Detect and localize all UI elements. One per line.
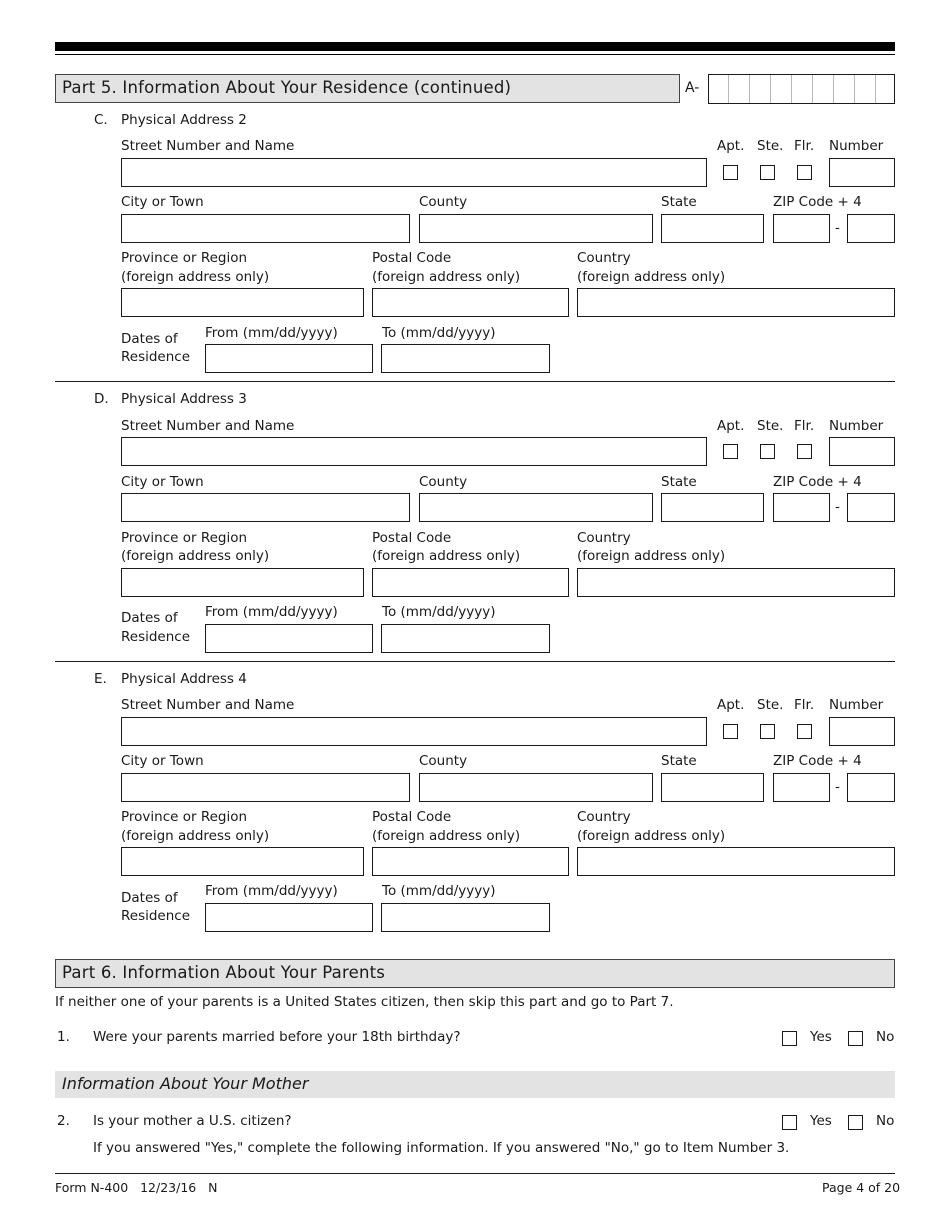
section-divider bbox=[55, 381, 895, 382]
q1-yes-label: Yes bbox=[810, 1029, 832, 1045]
city-input[interactable] bbox=[121, 214, 410, 243]
from-label: From (mm/dd/yyyy) bbox=[205, 883, 338, 899]
street-label: Street Number and Name bbox=[121, 138, 295, 154]
number-label: Number bbox=[829, 418, 884, 434]
unit-number-input[interactable] bbox=[829, 717, 895, 746]
question-2-number: 2. bbox=[57, 1113, 70, 1129]
country-sublabel: (foreign address only) bbox=[577, 548, 726, 564]
a-number-cell bbox=[751, 75, 771, 103]
province-sublabel: (foreign address only) bbox=[121, 828, 270, 844]
ste-label: Ste. bbox=[757, 697, 784, 713]
a-number-cell bbox=[709, 75, 729, 103]
country-input[interactable] bbox=[577, 568, 895, 597]
city-label: City or Town bbox=[121, 753, 204, 769]
apt-label: Apt. bbox=[717, 138, 745, 154]
zip-label: ZIP Code + 4 bbox=[773, 474, 862, 490]
dates-sublabel: Residence bbox=[121, 629, 191, 645]
street-label: Street Number and Name bbox=[121, 418, 295, 434]
from-label: From (mm/dd/yyyy) bbox=[205, 325, 338, 341]
zip4-input[interactable] bbox=[847, 773, 895, 802]
dates-sublabel: Residence bbox=[121, 908, 191, 924]
flr-label: Flr. bbox=[794, 697, 815, 713]
to-label: To (mm/dd/yyyy) bbox=[382, 325, 496, 341]
zip-label: ZIP Code + 4 bbox=[773, 753, 862, 769]
province-label: Province or Region bbox=[121, 530, 248, 546]
part5-header: Part 5. Information About Your Residence (continued) bbox=[55, 74, 680, 103]
top-bar bbox=[55, 42, 895, 51]
street-input[interactable] bbox=[121, 437, 707, 466]
a-number-cell bbox=[772, 75, 792, 103]
postal-code-input[interactable] bbox=[372, 288, 569, 317]
flr-checkbox[interactable] bbox=[797, 724, 812, 739]
a-number-cell bbox=[793, 75, 813, 103]
from-label: From (mm/dd/yyyy) bbox=[205, 604, 338, 620]
a-number-cell bbox=[835, 75, 855, 103]
flr-checkbox[interactable] bbox=[797, 444, 812, 459]
to-label: To (mm/dd/yyyy) bbox=[382, 604, 496, 620]
zip-dash: - bbox=[835, 779, 840, 795]
country-input[interactable] bbox=[577, 847, 895, 876]
part6-intro: If neither one of your parents is a United States citizen, then skip this part and go to Part 7. bbox=[55, 994, 674, 1010]
q1-yes-checkbox[interactable] bbox=[782, 1031, 797, 1046]
state-select[interactable] bbox=[661, 214, 764, 243]
apt-checkbox[interactable] bbox=[723, 724, 738, 739]
state-label: State bbox=[661, 753, 697, 769]
postal-sublabel: (foreign address only) bbox=[372, 828, 521, 844]
zip-dash: - bbox=[835, 499, 840, 515]
to-date-input[interactable] bbox=[381, 624, 550, 653]
zip-label: ZIP Code + 4 bbox=[773, 194, 862, 210]
footer-rule bbox=[55, 1173, 895, 1174]
zip-dash: - bbox=[835, 220, 840, 236]
state-select[interactable] bbox=[661, 493, 764, 522]
country-label: Country bbox=[577, 809, 631, 825]
number-label: Number bbox=[829, 138, 884, 154]
province-input[interactable] bbox=[121, 568, 364, 597]
apt-checkbox[interactable] bbox=[723, 165, 738, 180]
from-date-input[interactable] bbox=[205, 624, 373, 653]
province-label: Province or Region bbox=[121, 809, 248, 825]
top-thin-rule bbox=[55, 54, 895, 55]
country-sublabel: (foreign address only) bbox=[577, 828, 726, 844]
county-input[interactable] bbox=[419, 773, 653, 802]
section-divider bbox=[55, 661, 895, 662]
question-1-number: 1. bbox=[57, 1029, 70, 1045]
street-input[interactable] bbox=[121, 158, 707, 187]
address-c-title: Physical Address 2 bbox=[121, 112, 247, 128]
province-sublabel: (foreign address only) bbox=[121, 548, 270, 564]
question-1-text: Were your parents married before your 18th birthday? bbox=[93, 1029, 461, 1045]
from-date-input[interactable] bbox=[205, 903, 373, 932]
part6-header: Part 6. Information About Your Parents bbox=[55, 959, 895, 988]
country-label: Country bbox=[577, 250, 631, 266]
city-label: City or Town bbox=[121, 474, 204, 490]
city-label: City or Town bbox=[121, 194, 204, 210]
apt-label: Apt. bbox=[717, 697, 745, 713]
state-select[interactable] bbox=[661, 773, 764, 802]
ste-checkbox[interactable] bbox=[760, 724, 775, 739]
unit-number-input[interactable] bbox=[829, 437, 895, 466]
city-input[interactable] bbox=[121, 493, 410, 522]
province-label: Province or Region bbox=[121, 250, 248, 266]
apt-checkbox[interactable] bbox=[723, 444, 738, 459]
postal-label: Postal Code bbox=[372, 809, 452, 825]
ste-checkbox[interactable] bbox=[760, 444, 775, 459]
state-label: State bbox=[661, 474, 697, 490]
apt-label: Apt. bbox=[717, 418, 745, 434]
zip-input[interactable] bbox=[773, 493, 830, 522]
county-input[interactable] bbox=[419, 214, 653, 243]
q1-no-checkbox[interactable] bbox=[848, 1031, 863, 1046]
state-label: State bbox=[661, 194, 697, 210]
page-number: Page 4 of 20 bbox=[822, 1180, 901, 1195]
address-e-title: Physical Address 4 bbox=[121, 671, 247, 687]
street-input[interactable] bbox=[121, 717, 707, 746]
address-d-title: Physical Address 3 bbox=[121, 391, 247, 407]
dates-sublabel: Residence bbox=[121, 349, 191, 365]
a-number-cell bbox=[730, 75, 750, 103]
mother-section-title: Information About Your Mother bbox=[62, 1074, 309, 1093]
street-label: Street Number and Name bbox=[121, 697, 295, 713]
province-input[interactable] bbox=[121, 288, 364, 317]
ste-checkbox[interactable] bbox=[760, 165, 775, 180]
q2-yes-checkbox[interactable] bbox=[782, 1115, 797, 1130]
postal-code-input[interactable] bbox=[372, 568, 569, 597]
county-label: County bbox=[419, 753, 468, 769]
question-2-text: Is your mother a U.S. citizen? bbox=[93, 1113, 292, 1129]
province-input[interactable] bbox=[121, 847, 364, 876]
unit-number-input[interactable] bbox=[829, 158, 895, 187]
question-2-note: If you answered "Yes," complete the following information. If you answered "No," go to Item Number 3. bbox=[93, 1140, 790, 1156]
address-d-letter: D. bbox=[94, 391, 109, 407]
country-label: Country bbox=[577, 530, 631, 546]
a-number-cell bbox=[814, 75, 834, 103]
county-label: County bbox=[419, 194, 468, 210]
postal-sublabel: (foreign address only) bbox=[372, 548, 521, 564]
postal-label: Postal Code bbox=[372, 530, 452, 546]
county-label: County bbox=[419, 474, 468, 490]
to-label: To (mm/dd/yyyy) bbox=[382, 883, 496, 899]
flr-label: Flr. bbox=[794, 138, 815, 154]
address-e-letter: E. bbox=[94, 671, 107, 687]
zip4-input[interactable] bbox=[847, 214, 895, 243]
q1-no-label: No bbox=[876, 1029, 895, 1045]
postal-label: Postal Code bbox=[372, 250, 452, 266]
dates-label: Dates of bbox=[121, 610, 178, 626]
zip-input[interactable] bbox=[773, 214, 830, 243]
postal-code-input[interactable] bbox=[372, 847, 569, 876]
postal-sublabel: (foreign address only) bbox=[372, 269, 521, 285]
zip-input[interactable] bbox=[773, 773, 830, 802]
a-number-label: A- bbox=[685, 80, 700, 96]
ste-label: Ste. bbox=[757, 418, 784, 434]
ste-label: Ste. bbox=[757, 138, 784, 154]
from-date-input[interactable] bbox=[205, 344, 373, 373]
q2-no-label: No bbox=[876, 1113, 895, 1129]
to-date-input[interactable] bbox=[381, 344, 550, 373]
q2-yes-label: Yes bbox=[810, 1113, 832, 1129]
a-number-cell bbox=[856, 75, 876, 103]
address-c-letter: C. bbox=[94, 112, 108, 128]
dates-label: Dates of bbox=[121, 890, 178, 906]
q2-no-checkbox[interactable] bbox=[848, 1115, 863, 1130]
country-input[interactable] bbox=[577, 288, 895, 317]
country-sublabel: (foreign address only) bbox=[577, 269, 726, 285]
zip4-input[interactable] bbox=[847, 493, 895, 522]
province-sublabel: (foreign address only) bbox=[121, 269, 270, 285]
to-date-input[interactable] bbox=[381, 903, 550, 932]
number-label: Number bbox=[829, 697, 884, 713]
dates-label: Dates of bbox=[121, 331, 178, 347]
form-id: Form N-400 12/23/16 N bbox=[55, 1180, 218, 1195]
city-input[interactable] bbox=[121, 773, 410, 802]
flr-checkbox[interactable] bbox=[797, 165, 812, 180]
flr-label: Flr. bbox=[794, 418, 815, 434]
county-input[interactable] bbox=[419, 493, 653, 522]
